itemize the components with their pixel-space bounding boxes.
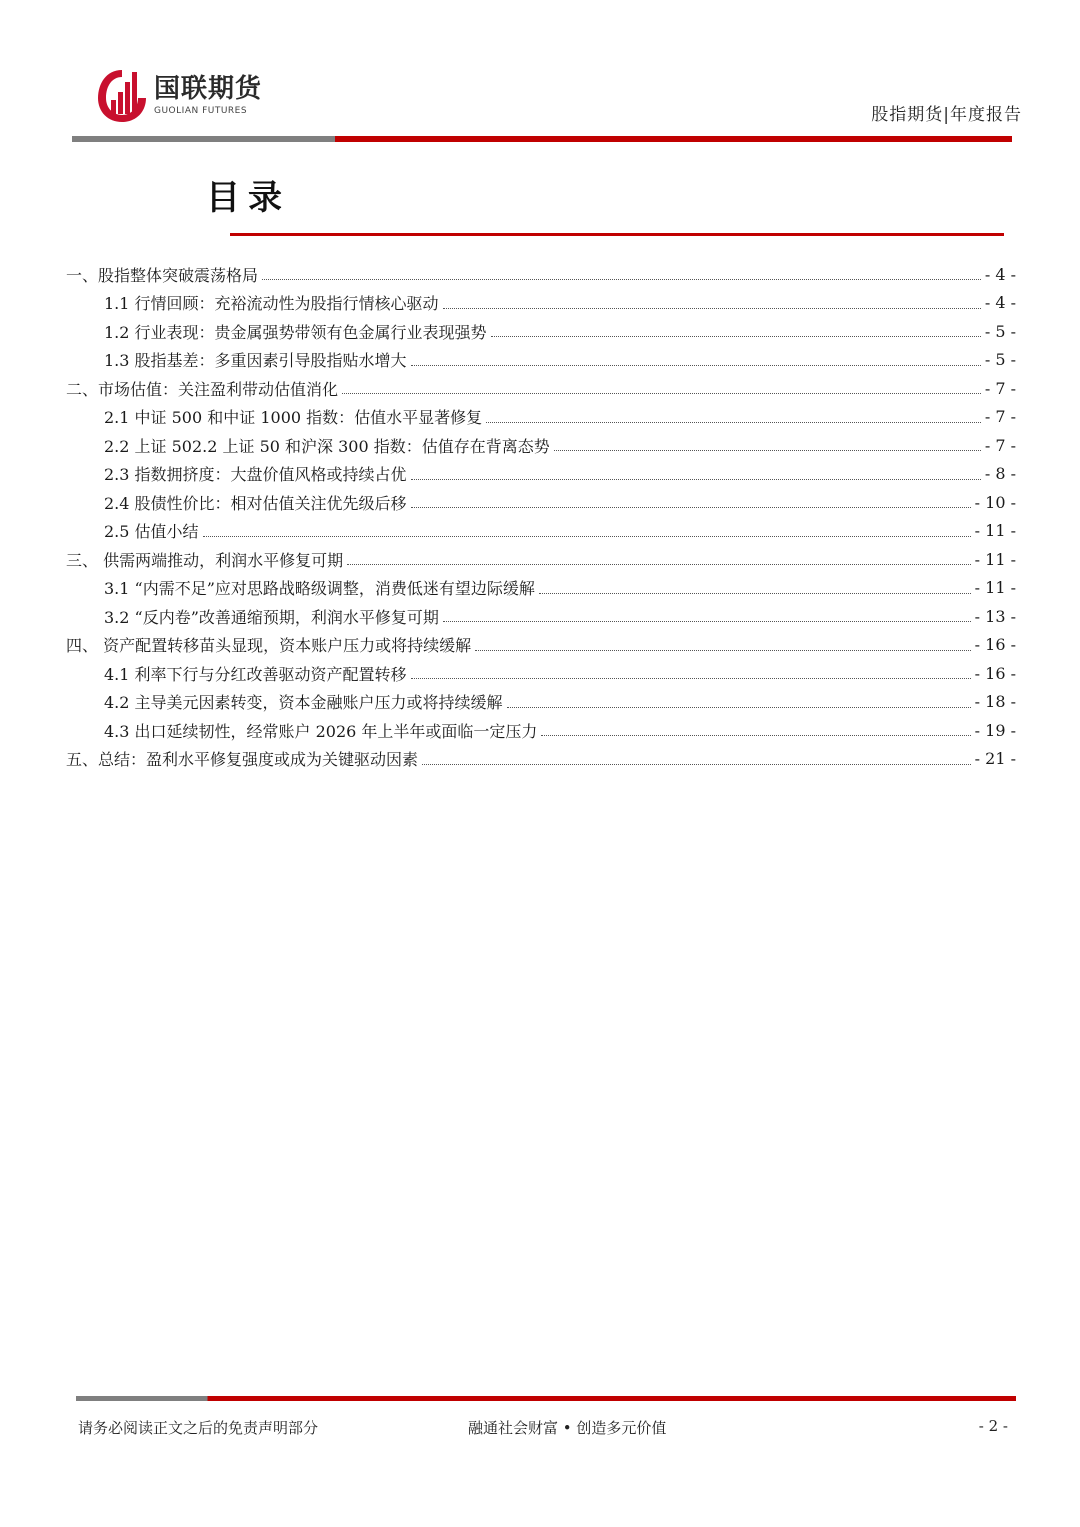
footer-slogan: 融通社会财富 • 创造多元价值 — [468, 1419, 667, 1437]
toc-entry[interactable] — [66, 688, 1016, 717]
toc-entry[interactable] — [66, 631, 1016, 660]
toc-entry-page: - 4 - — [984, 293, 1016, 313]
toc-entry[interactable] — [66, 659, 1016, 688]
toc-entry[interactable] — [66, 602, 1016, 631]
toc-entry[interactable] — [66, 545, 1016, 574]
toc-entry-title: 四、 资产配置转移苗头显现，资本账户压力或将持续缓解 — [66, 636, 472, 656]
toc-entry[interactable] — [66, 716, 1016, 745]
toc-entry-page: - 11 - — [974, 578, 1016, 598]
toc-leader-dots — [475, 649, 971, 651]
header-divider — [72, 136, 1012, 142]
toc-entry-title: 3.1 “内需不足”应对思路战略级调整，消费低迷有望边际缓解 — [104, 579, 535, 599]
toc-leader-dots — [507, 706, 971, 708]
toc-entry[interactable] — [66, 289, 1016, 318]
toc-leader-dots — [539, 592, 971, 594]
toc-leader-dots — [443, 307, 981, 309]
toc-leader-dots — [411, 677, 971, 679]
toc-entry-page: - 5 - — [984, 350, 1016, 370]
toc-entry-title: 3.2 “反内卷”改善通缩预期，利润水平修复可期 — [104, 607, 439, 627]
toc-entry[interactable] — [66, 574, 1016, 603]
toc-entry-title: 一、股指整体突破震荡格局 — [66, 265, 259, 285]
toc-leader-dots — [486, 421, 981, 423]
toc-leader-dots — [411, 364, 981, 366]
toc-entry-title: 2.4 股债性价比：相对估值关注优先级后移 — [104, 493, 407, 513]
toc-entry[interactable] — [66, 460, 1016, 489]
toc-entry-title: 2.2 上证 502.2 上证 50 和沪深 300 指数：估值存在背离态势 — [104, 436, 550, 456]
table-of-contents — [66, 260, 1016, 773]
toc-entry-page: - 7 - — [984, 407, 1016, 427]
toc-entry-page: - 11 - — [974, 549, 1016, 569]
toc-entry-page: - 10 - — [974, 492, 1016, 512]
toc-entry[interactable] — [66, 403, 1016, 432]
toc-leader-dots — [443, 620, 971, 622]
toc-entry-title: 2.5 估值小结 — [104, 522, 199, 542]
toc-leader-dots — [491, 335, 981, 337]
toc-entry-page: - 18 - — [974, 692, 1016, 712]
toc-entry-page: - 5 - — [984, 321, 1016, 341]
toc-entry[interactable] — [66, 260, 1016, 289]
logo-english-name: GUOLIAN FUTURES — [154, 106, 248, 116]
toc-entry-title: 1.1 行情回顾：充裕流动性为股指行情核心驱动 — [104, 294, 439, 314]
page-number: - 2 - — [978, 1417, 1008, 1435]
toc-title: 目录 — [206, 178, 290, 218]
toc-entry[interactable] — [66, 317, 1016, 346]
toc-entry-page: - 21 - — [974, 749, 1016, 769]
toc-leader-dots — [411, 478, 981, 480]
toc-leader-dots — [342, 392, 981, 394]
title-divider — [230, 233, 1004, 236]
toc-entry[interactable] — [66, 346, 1016, 375]
toc-entry-page: - 11 - — [974, 521, 1016, 541]
toc-leader-dots — [541, 734, 970, 736]
footer-disclaimer: 请务必阅读正文之后的免责声明部分 — [78, 1419, 319, 1437]
toc-entry-title: 五、总结：盈利水平修复强度或成为关键驱动因素 — [66, 750, 419, 770]
toc-entry-page: - 7 - — [984, 435, 1016, 455]
toc-entry[interactable] — [66, 745, 1016, 774]
toc-entry[interactable] — [66, 517, 1016, 546]
toc-entry-title: 1.3 股指基差：多重因素引导股指贴水增大 — [104, 351, 407, 371]
toc-entry-title: 2.3 指数拥挤度：大盘价值风格或持续占优 — [104, 465, 407, 485]
toc-entry-page: - 13 - — [974, 606, 1016, 626]
toc-entry-title: 4.1 利率下行与分红改善驱动资产配置转移 — [104, 664, 407, 684]
report-type-tag: 股指期货|年度报告 — [871, 105, 1022, 125]
toc-entry[interactable] — [66, 374, 1016, 403]
toc-entry[interactable] — [66, 488, 1016, 517]
toc-entry-title: 三、 供需两端推动，利润水平修复可期 — [66, 550, 344, 570]
toc-leader-dots — [347, 563, 971, 565]
toc-entry-title: 4.2 主导美元因素转变，资本金融账户压力或将持续缓解 — [104, 693, 503, 713]
toc-entry-title: 2.1 中证 500 和中证 1000 指数：估值水平显著修复 — [104, 408, 483, 428]
toc-entry-page: - 19 - — [974, 720, 1016, 740]
toc-entry-page: - 8 - — [984, 464, 1016, 484]
toc-leader-dots — [422, 763, 971, 765]
toc-entry[interactable] — [66, 431, 1016, 460]
logo-chinese-name: 国联期货 — [154, 74, 263, 104]
toc-entry-page: - 16 - — [974, 663, 1016, 683]
toc-entry-title: 二、市场估值：关注盈利带动估值消化 — [66, 379, 339, 399]
toc-entry-title: 1.2 行业表现：贵金属强势带领有色金属行业表现强势 — [104, 322, 487, 342]
toc-leader-dots — [203, 535, 971, 537]
toc-leader-dots — [262, 278, 981, 280]
logo-mark-icon — [96, 66, 148, 124]
toc-leader-dots — [411, 506, 971, 508]
toc-leader-dots — [554, 449, 981, 451]
toc-entry-title: 4.3 出口延续韧性，经常账户 2026 年上半年或面临一定压力 — [104, 721, 538, 741]
toc-entry-page: - 16 - — [974, 635, 1016, 655]
footer-divider — [76, 1396, 1016, 1401]
toc-entry-page: - 7 - — [984, 378, 1016, 398]
toc-entry-page: - 4 - — [984, 264, 1016, 284]
company-logo — [96, 66, 296, 126]
